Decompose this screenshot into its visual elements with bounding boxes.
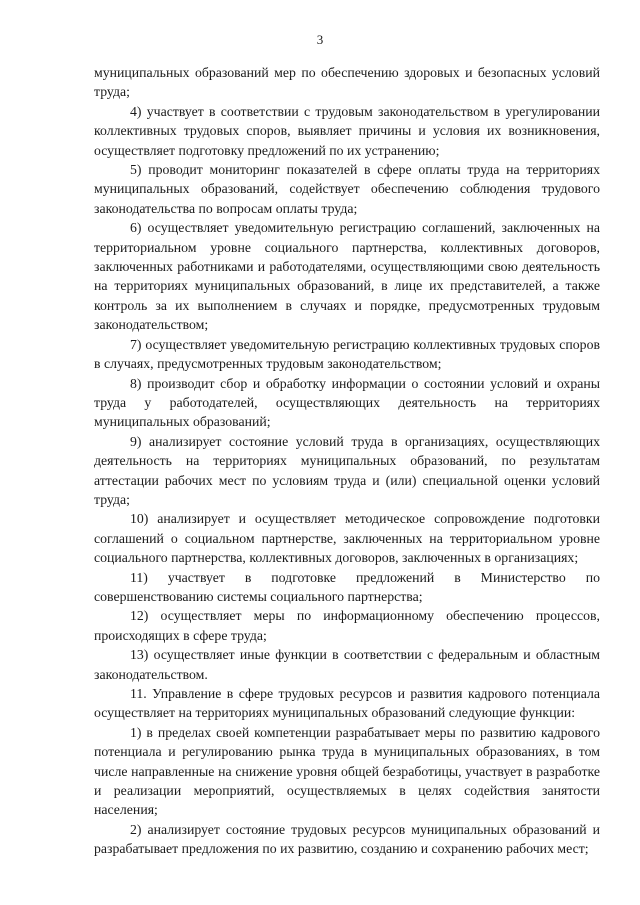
paragraph: 12) осуществляет меры по информационному обеспечению процессов, происходящих в сфере труда; — [94, 608, 600, 643]
paragraph: 4) участвует в соответствии с трудовым законодательством в урегулировании коллективных трудовых споров, выявляет причины и условия их возникновения, осуществляет подготовку предложений по их устранению; — [94, 103, 600, 158]
paragraph: 8) производит сбор и обработку информации о состоянии условий и охраны труда у работодателей, осуществляющих деятельность на территориях муниципальных образований; — [94, 375, 600, 430]
paragraph: 11) участвует в подготовке предложений в Министерство по совершенствованию системы социального партнерства; — [94, 569, 600, 604]
paragraph: 2) анализирует состояние трудовых ресурсов муниципальных образований и разрабатывает предложения по их развитию, созданию и сохранению рабочих мест; — [94, 821, 600, 857]
paragraph: 13) осуществляет иные функции в соответствии с федеральным и областным законодательством. — [94, 647, 600, 682]
section-heading-paragraph: 11. Управление в сфере трудовых ресурсов и развития кадрового потенциала осуществляет на территориях муниципальных образований следующие функции: — [94, 686, 600, 721]
document-body — [94, 63, 600, 859]
page-number: 3 — [316, 32, 324, 47]
paragraph: 9) анализирует состояние условий труда в организациях, осуществляющих деятельность на территориях муниципальных образований, по результатам аттестации рабочих мест по условиям труда и (или) специальной оценки условий труда; — [94, 433, 600, 507]
paragraph: 1) в пределах своей компетенции разрабатывает меры по развитию кадрового потенциала и регулированию рынка труда в муниципальных образованиях, в том числе направленные на снижение уровня общей безработицы, участвует в разработке и реализации мероприятий, осуществляемых в целях содействия занятости населения; — [94, 724, 600, 818]
paragraph: 7) осуществляет уведомительную регистрацию коллективных трудовых споров в случаях, предусмотренных трудовым законодательством; — [94, 336, 600, 372]
paragraph: муниципальных образований мер по обеспечению здоровых и безопасных условий труда; — [94, 65, 600, 100]
paragraph: 6) осуществляет уведомительную регистрацию соглашений, заключенных на территориальном уровне социального партнерства, коллективных договоров, заключенных работниками и работодателями, осуществляющими свою деятельность на территориях муниципальных образований, в лице их представителей, а также контроль за их выполнением в случаях и порядке, предусмотренных трудовым законодательством; — [94, 220, 600, 333]
paragraph: 5) проводит мониторинг показателей в сфере оплаты труда на территориях муниципальных образований, содействует обеспечению соблюдения трудового законодательства по вопросам оплаты труда; — [94, 162, 600, 216]
paragraph: 10) анализирует и осуществляет методическое сопровождение подготовки соглашений о социальном партнерстве, заключенных на территориальном уровне социального партнерства, коллективных договоров, заключенных в организациях; — [94, 511, 600, 566]
